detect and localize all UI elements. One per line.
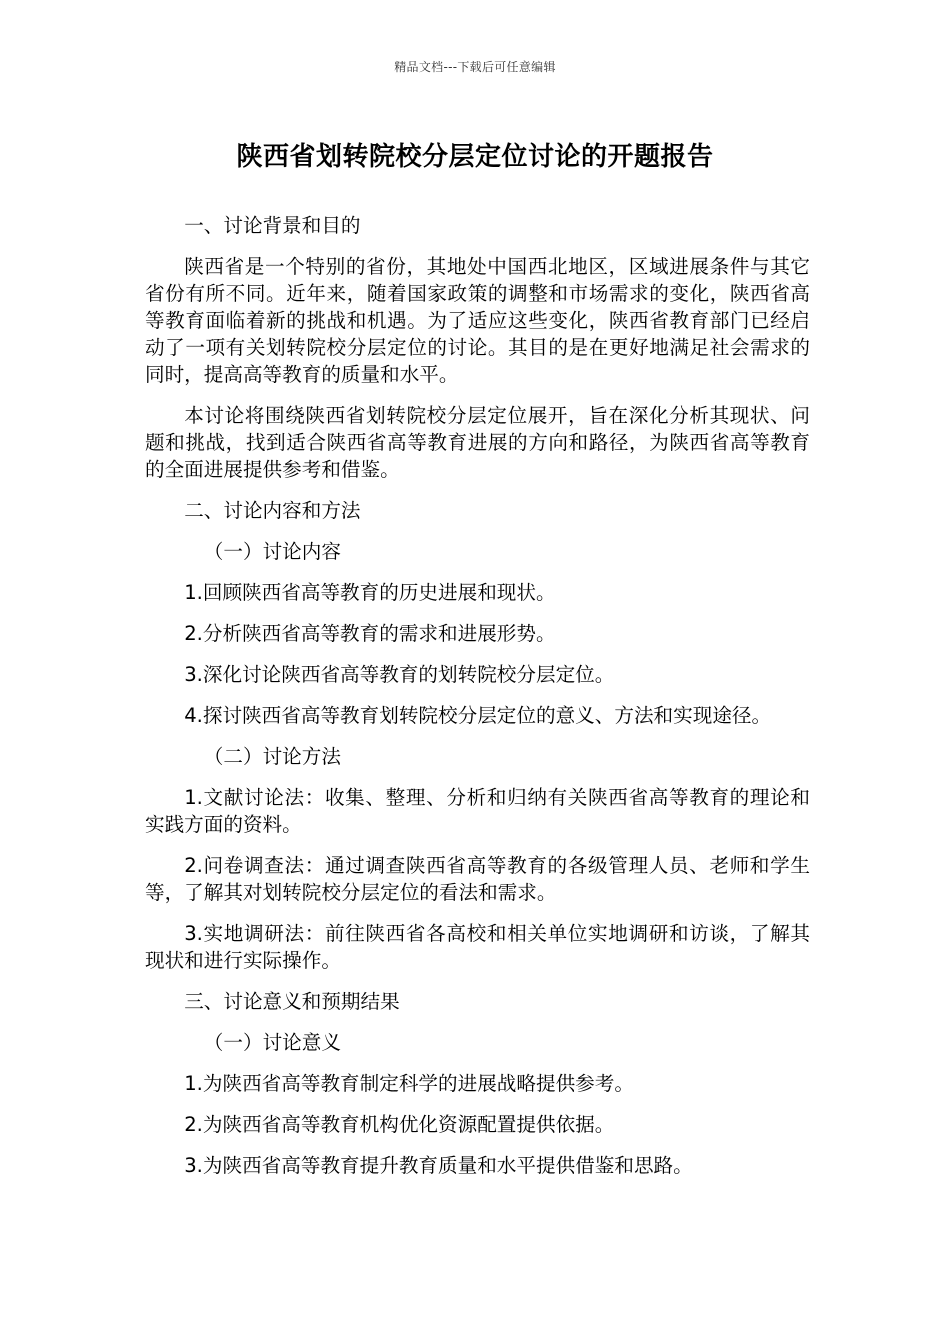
list-item: 1.为陕西省高等教育制定科学的进展战略提供参考。 (184, 1072, 634, 1095)
document-body (145, 212, 810, 1193)
body-paragraph: 本讨论将围绕陕西省划转院校分层定位展开，旨在深化分析其现状、问题和挑战，找到适合陕西省高等教育进展的方向和路径，为陕西省高等教育的全面进展提供参考和借鉴。 (145, 404, 810, 481)
document-title: 陕西省划转院校分层定位讨论的开题报告 (236, 142, 714, 172)
list-item: 3.深化讨论陕西省高等教育的划转院校分层定位。 (184, 663, 615, 686)
page-header: 精品文档---下载后可任意编辑 (394, 60, 556, 74)
section-heading: 三、讨论意义和预期结果 (184, 990, 400, 1013)
list-item: 1.文献讨论法：收集、整理、分析和归纳有关陕西省高等教育的理论和实践方面的资料。 (145, 786, 810, 836)
subsection-heading: （一）讨论内容 (203, 540, 341, 563)
list-item: 2.分析陕西省高等教育的需求和进展形势。 (184, 622, 556, 645)
list-item: 3.为陕西省高等教育提升教育质量和水平提供借鉴和思路。 (184, 1154, 693, 1177)
subsection-heading: （二）讨论方法 (203, 745, 341, 768)
subsection-heading: （一）讨论意义 (203, 1031, 341, 1054)
list-item: 1.回顾陕西省高等教育的历史进展和现状。 (184, 581, 556, 604)
section-heading: 二、讨论内容和方法 (184, 499, 361, 522)
list-item: 4.探讨陕西省高等教育划转院校分层定位的意义、方法和实现途径。 (184, 704, 772, 727)
section-heading: 一、讨论背景和目的 (184, 214, 361, 237)
list-item: 3.实地调研法：前往陕西省各高校和相关单位实地调研和访谈，了解其现状和进行实际操作。 (145, 922, 810, 972)
list-item: 2.为陕西省高等教育机构优化资源配置提供依据。 (184, 1113, 615, 1136)
body-paragraph: 陕西省是一个特别的省份，其地处中国西北地区，区域进展条件与其它省份有所不同。近年来，随着国家政策的调整和市场需求的变化，陕西省高等教育面临着新的挑战和机遇。为了适应这些变化，陕西省教育部门已经启动了一项有关划转院校分层定位的讨论。其目的是在更好地满足社会需求的同时，提高高等教育的质量和水平。 (145, 255, 810, 386)
list-item: 2.问卷调查法：通过调查陕西省高等教育的各级管理人员、老师和学生等，了解其对划转院校分层定位的看法和需求。 (145, 854, 810, 904)
